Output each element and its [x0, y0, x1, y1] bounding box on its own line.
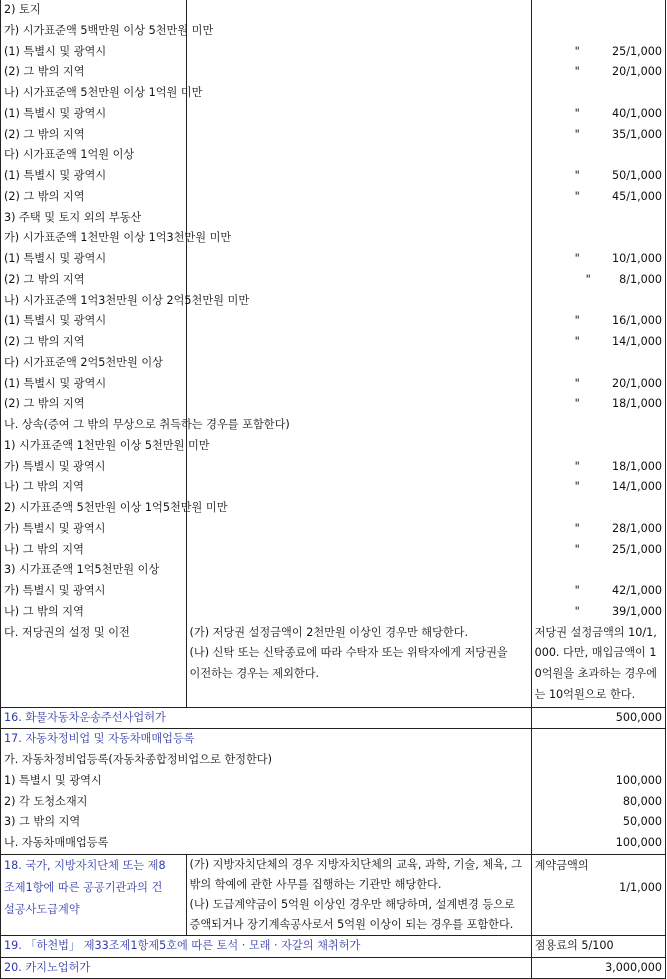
table-row — [1, 62, 666, 83]
table-row — [1, 394, 666, 415]
row-label: (1) 특별시 및 광역시 — [1, 249, 187, 270]
row-label: 나. 상속(증여 그 밖의 무상으로 취득하는 경우를 포함한다) — [1, 415, 187, 436]
fee-value: 50,000 — [531, 812, 665, 833]
table-row — [1, 145, 666, 166]
item16-fee: 500,000 — [531, 707, 665, 729]
table-row — [1, 812, 666, 833]
table-row — [1, 792, 666, 813]
rate-value: 14/1,000 — [611, 480, 662, 494]
row-label: (1) 특별시 및 광역시 — [1, 42, 187, 63]
table-row — [1, 332, 666, 353]
item19-row — [1, 935, 666, 957]
mortgage-rate-line3: 0억원을 초과하는 경우에 — [534, 667, 657, 681]
table-row — [1, 477, 666, 498]
row-label: 나) 시가표준액 1억3천만원 이상 2억5천만원 미만 — [1, 291, 187, 312]
table-row — [1, 42, 666, 63]
row-label: 나) 그 밖의 지역 — [1, 477, 187, 498]
item19-fee: 점용료의 5/100 — [531, 935, 665, 957]
rate-value: 20/1,000 — [611, 376, 662, 390]
table-row — [1, 602, 666, 623]
mortgage-rate-line1: 저당권 설정금액의 10/1, — [534, 625, 657, 639]
row-label: 가) 시가표준액 1천만원 이상 1억3천만원 미만 — [1, 228, 187, 249]
mortgage-note-b-line2: 이전하는 경우는 제외한다. — [189, 667, 320, 681]
ditto-mark: " — [574, 127, 580, 141]
row-label: (2) 그 밖의 지역 — [1, 270, 187, 291]
item18-note-b-line2: 증액되거나 장기계속공사로서 5억원 이상이 되는 경우를 포함한다. — [189, 917, 514, 931]
ditto-mark: " — [574, 106, 580, 120]
row-label: 나) 그 밖의 지역 — [1, 602, 187, 623]
item18-title-line2: 조제1항에 따른 공공기관과의 건 — [4, 880, 163, 894]
rate-value: 25/1,000 — [611, 44, 662, 58]
rate-value: 20/1,000 — [611, 65, 662, 79]
row-label: (2) 그 밖의 지역 — [1, 394, 187, 415]
mortgage-rate-line4: 는 10억원으로 한다. — [534, 687, 636, 701]
ditto-mark: " — [574, 314, 580, 328]
table-row — [1, 374, 666, 395]
item18-notes — [186, 854, 531, 935]
ditto-mark: " — [574, 376, 580, 390]
ditto-mark: " — [574, 65, 580, 79]
table-row — [1, 228, 666, 249]
ditto-mark: " — [574, 335, 580, 348]
item17-sub-row — [1, 750, 666, 771]
row-label: 3) 그 밖의 지역 — [1, 812, 532, 833]
ditto-mark: " — [574, 604, 580, 618]
item18-title — [1, 854, 187, 935]
item19-title: 19. 「하천법」 제33조제1항제5호에 따른 토석 · 모래 · 자갈의 채취허가 — [1, 935, 532, 957]
row-label: 3) 시가표준액 1억5천만원 이상 — [1, 560, 187, 581]
ditto-mark: " — [574, 584, 580, 597]
table-row — [1, 187, 666, 208]
ditto-mark: " — [574, 169, 580, 182]
item18-note-a-line2: 밖의 학예에 관한 사무를 집행하는 기관만 해당한다. — [189, 877, 442, 891]
row-label: 다) 시가표준액 2억5천만원 이상 — [1, 353, 187, 374]
ditto-mark: " — [574, 397, 580, 411]
row-label: 2) 각 도청소재지 — [1, 792, 532, 813]
ditto-mark: " — [574, 459, 580, 473]
table-row — [1, 125, 666, 146]
table-row — [1, 104, 666, 125]
rate-value: 39/1,000 — [611, 604, 662, 618]
item20-fee: 3,000,000 — [531, 957, 665, 979]
fee-schedule-body — [1, 0, 666, 979]
mortgage-label: 다. 저당권의 설정 및 이전 — [1, 623, 187, 708]
rate-value: 25/1,000 — [611, 542, 662, 556]
table-row — [1, 83, 666, 104]
row-label: 1) 시가표준액 1천만원 이상 5천만원 미만 — [1, 436, 187, 457]
table-row — [1, 166, 666, 187]
table-row — [1, 833, 666, 854]
item17-sub-a: 가. 자동차정비업등록(자동차종합정비업으로 한정한다) — [1, 750, 532, 771]
table-row — [1, 353, 666, 374]
fee-value: 100,000 — [531, 833, 665, 854]
row-label: (2) 그 밖의 지역 — [1, 62, 187, 83]
table-row — [1, 771, 666, 792]
row-label: 가) 시가표준액 5백만원 이상 5천만원 미만 — [1, 21, 187, 42]
row-label: 가) 특별시 및 광역시 — [1, 457, 187, 478]
rate-value: 10/1,000 — [611, 252, 662, 265]
item20-row — [1, 957, 666, 979]
mortgage-rate — [531, 623, 665, 708]
table-row — [1, 415, 666, 436]
mortgage-row — [1, 623, 666, 708]
row-label: (1) 특별시 및 광역시 — [1, 374, 187, 395]
item18-fee-label: 계약금액의 — [534, 858, 589, 872]
ditto-mark: " — [574, 542, 580, 556]
item16-title: 16. 화물자동차운송주선사업허가 — [1, 707, 532, 729]
item20-title: 20. 카지노업허가 — [1, 957, 532, 979]
table-row — [1, 519, 666, 540]
row-label: 가) 특별시 및 광역시 — [1, 581, 187, 602]
rate-value: 35/1,000 — [611, 127, 662, 141]
item18-title-line3: 설공사도급계약 — [4, 902, 80, 916]
row-label: (2) 그 밖의 지역 — [1, 332, 187, 353]
rate-value: 14/1,000 — [611, 335, 662, 348]
table-row — [1, 540, 666, 561]
ditto-mark: " — [574, 480, 580, 494]
rate-value: 8/1,000 — [619, 272, 662, 286]
table-row — [1, 436, 666, 457]
table-row — [1, 311, 666, 332]
row-label: 1) 특별시 및 광역시 — [1, 771, 532, 792]
table-row — [1, 270, 666, 291]
row-label: 다) 시가표준액 1억원 이상 — [1, 145, 187, 166]
table-row — [1, 560, 666, 581]
table-row — [1, 249, 666, 270]
mortgage-notes — [186, 623, 531, 708]
row-label: 나) 시가표준액 5천만원 이상 1억원 미만 — [1, 83, 187, 104]
table-row — [1, 0, 666, 21]
table-row — [1, 457, 666, 478]
table-row — [1, 21, 666, 42]
rate-value: 50/1,000 — [611, 169, 662, 182]
item18-note-a-line1: (가) 지방자치단체의 경우 지방자치단체의 교육, 과학, 기술, 체육, 그 — [189, 857, 522, 871]
row-label: 나. 자동차매매업등록 — [1, 833, 532, 854]
ditto-mark: " — [585, 272, 591, 286]
row-label: 3) 주택 및 토지 외의 부동산 — [1, 208, 187, 229]
row-label: (1) 특별시 및 광역시 — [1, 311, 187, 332]
item17-title: 17. 자동차정비업 및 자동차매매업등록 — [1, 729, 532, 750]
table-row — [1, 581, 666, 602]
item18-note-b-line1: (나) 도급계약금이 5억원 이상인 경우만 해당하며, 설계변경 등으로 — [189, 897, 515, 911]
rate-value: 16/1,000 — [611, 314, 662, 328]
table-row — [1, 208, 666, 229]
mortgage-rate-line2: 000. 다만, 매입금액이 1 — [534, 646, 657, 660]
row-label: 가) 특별시 및 광역시 — [1, 519, 187, 540]
item17-title-row — [1, 729, 666, 750]
rate-value: 42/1,000 — [611, 584, 662, 597]
ditto-mark: " — [574, 44, 580, 58]
rate-value: 40/1,000 — [611, 106, 662, 120]
item16-row — [1, 707, 666, 729]
rate-value: 45/1,000 — [611, 189, 662, 203]
row-label: (1) 특별시 및 광역시 — [1, 104, 187, 125]
ditto-mark: " — [574, 521, 580, 535]
item18-title-line1: 18. 국가, 지방자치단체 또는 제8 — [4, 858, 166, 872]
ditto-mark: " — [574, 189, 580, 203]
table-row — [1, 291, 666, 312]
mortgage-note-a: (가) 저당권 설정금액이 2천만원 이상인 경우만 해당한다. — [189, 625, 469, 639]
ditto-mark: " — [574, 252, 580, 265]
rate-value: 18/1,000 — [611, 397, 662, 411]
fee-value: 100,000 — [531, 771, 665, 792]
fee-value: 80,000 — [531, 792, 665, 813]
row-label: (1) 특별시 및 광역시 — [1, 166, 187, 187]
table-row — [1, 498, 666, 519]
item18-row — [1, 854, 666, 935]
mortgage-note-b-line1: (나) 신탁 또는 신탁종료에 따라 수탁자 또는 위탁자에게 저당권을 — [189, 646, 508, 660]
row-label: (2) 그 밖의 지역 — [1, 187, 187, 208]
rate-value: 18/1,000 — [611, 459, 662, 473]
row-label: 나) 그 밖의 지역 — [1, 540, 187, 561]
row-label: (2) 그 밖의 지역 — [1, 125, 187, 146]
row-label: 2) 토지 — [1, 0, 187, 21]
rate-value: 28/1,000 — [611, 521, 662, 535]
item18-fee — [531, 854, 665, 935]
item18-fee-value: 1/1,000 — [619, 880, 662, 894]
row-label: 2) 시가표준액 5천만원 이상 1억5천만원 미만 — [1, 498, 187, 519]
